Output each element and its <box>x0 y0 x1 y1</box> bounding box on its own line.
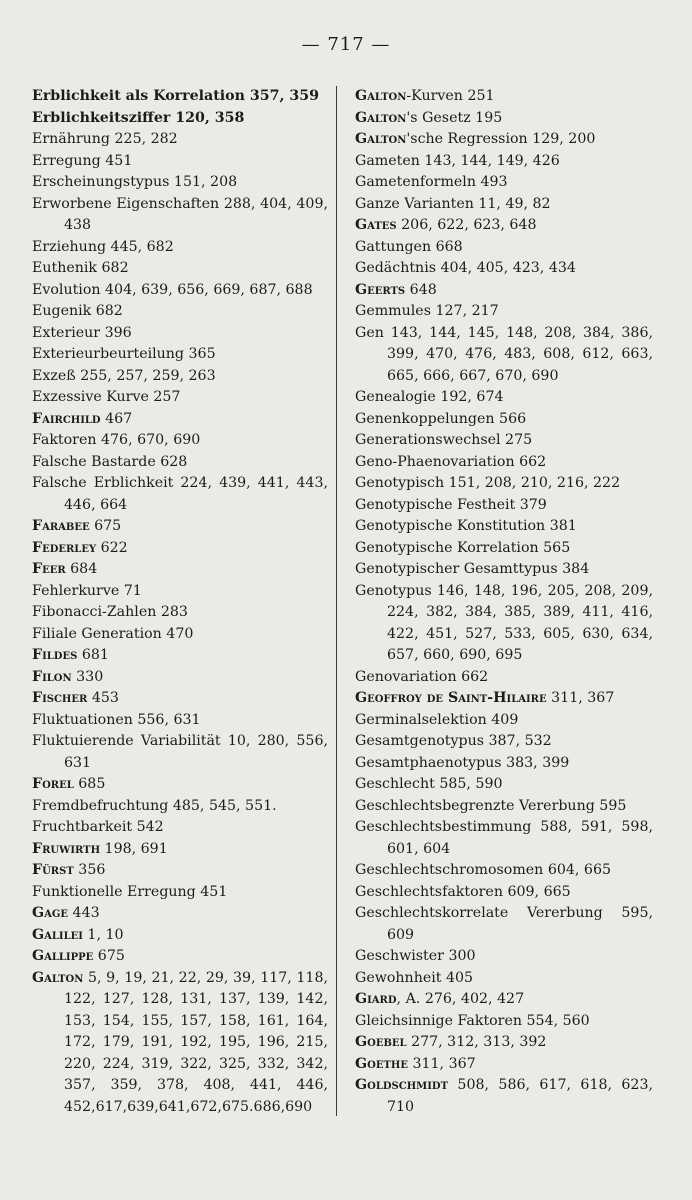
index-entry <box>32 194 328 237</box>
index-entry <box>355 581 653 667</box>
index-entry-text: Funktionelle Erregung 451 <box>32 883 228 900</box>
index-entry-name: Geerts <box>355 281 406 298</box>
index-entry-pages: 198, 691 <box>100 840 168 857</box>
index-entry-text: Geschlechtsfaktoren 609, 665 <box>355 883 571 900</box>
index-entry <box>32 817 328 839</box>
index-entry-name: Gage <box>32 905 69 921</box>
index-entry <box>355 86 653 108</box>
index-entry <box>32 366 328 388</box>
index-entry-text: Exterieur 396 <box>32 324 132 341</box>
index-entry-text: Gesamtgenotypus 387, 532 <box>355 733 552 749</box>
index-entry-text: Erscheinungstypus 151, 208 <box>32 174 238 190</box>
index-entry-name: Gallippe <box>32 948 94 964</box>
index-entry-pages: 681 <box>77 647 109 663</box>
index-entry <box>32 839 328 861</box>
index-entry-name: Galton <box>32 969 84 986</box>
index-entry-name: Goebel <box>355 1034 407 1050</box>
index-entry-text: Gleichsinnige Faktoren 554, 560 <box>355 1012 590 1029</box>
index-entry <box>355 129 653 151</box>
index-entry <box>32 688 328 710</box>
index-entry <box>355 710 653 732</box>
index-entry <box>355 968 653 990</box>
index-entry <box>32 409 328 431</box>
index-entry <box>32 129 328 151</box>
index-entry-text: Genotypisch 151, 208, 210, 216, 222 <box>355 475 621 491</box>
index-entry-text: Geno-Phaenovariation 662 <box>355 453 547 470</box>
index-entry-pages: 311, 367 <box>407 1055 476 1072</box>
index-entry <box>32 624 328 646</box>
index-entry-text: Genotypischer Gesamttypus 384 <box>355 561 590 577</box>
index-entry-pages: 443 <box>68 905 100 921</box>
index-entry-text: Falsche Bastarde 628 <box>32 453 188 470</box>
index-entry-text: Gedächtnis 404, 405, 423, 434 <box>355 260 576 276</box>
index-entry <box>355 860 653 882</box>
index-entry <box>32 645 328 667</box>
index-entry <box>32 452 328 474</box>
index-entry-text: Exzeß 255, 257, 259, 263 <box>32 367 216 384</box>
index-entry-text: Ganze Varianten 11, 49, 82 <box>355 195 551 212</box>
index-entry <box>32 860 328 882</box>
index-entry-pages: 675 <box>93 948 125 964</box>
index-entry-name: Federley <box>32 539 97 556</box>
index-entry-name: Farabee <box>32 518 90 534</box>
index-entry-name: Fürst <box>32 862 74 878</box>
index-entry-text: Fluktuationen 556, 631 <box>32 711 201 728</box>
index-entry-text: Gemmules 127, 217 <box>355 303 499 319</box>
index-entry-pages: 330 <box>71 668 104 685</box>
page-number: — 717 — <box>301 34 391 55</box>
index-entry <box>355 323 653 388</box>
index-entry <box>355 516 653 538</box>
index-entry-text: Filiale Generation 470 <box>32 625 194 642</box>
index-entry-text: Erworbene Eigenschaften 288, 404, 409, 438 <box>32 195 328 233</box>
index-entry <box>32 925 328 947</box>
index-entry-text: Germinalselektion 409 <box>355 711 519 728</box>
index-entry <box>32 602 328 624</box>
index-entry-text: Gewohnheit 405 <box>355 969 474 986</box>
index-entry <box>32 903 328 925</box>
index-entry <box>355 172 653 194</box>
index-entry <box>32 473 328 516</box>
index-entry <box>355 258 653 280</box>
index-entry <box>32 731 328 774</box>
index-entry <box>355 387 653 409</box>
index-entry-text: Generationswechsel 275 <box>355 432 533 448</box>
index-entry <box>355 731 653 753</box>
index-entry-name: Giard <box>355 991 397 1007</box>
index-entry-text: Faktoren 476, 670, 690 <box>32 432 201 448</box>
index-entry-text: Gametenformeln 493 <box>355 174 508 190</box>
index-entry-name: Fildes <box>32 647 78 663</box>
index-entry-text: Fehlerkurve 71 <box>32 582 142 599</box>
index-entry-text: Erregung 451 <box>32 152 133 169</box>
index-entry-pages: 648 <box>405 281 437 298</box>
index-entry <box>355 452 653 474</box>
index-entry-pages: -Kurven 251 <box>406 88 495 104</box>
index-entry-name: Gates <box>355 217 397 233</box>
index-entry-pages: 277, 312, 313, 392 <box>406 1034 547 1050</box>
index-entry-pages: 508, 586, 617, 618, 623, 710 <box>387 1077 653 1115</box>
index-entry <box>32 710 328 732</box>
index-entry-text: Erziehung 445, 682 <box>32 238 174 255</box>
index-entry-name: Forel <box>32 776 74 792</box>
index-entry-text: Gesamtphaenotypus 383, 399 <box>355 754 570 771</box>
index-entry <box>355 430 653 452</box>
index-entry-pages: 5, 9, 19, 21, 22, 29, 39, 117, 118, 122, 127, 128, 131, 137, 139, 142, 153, 154, 155, 157, 158, 161, 164, 172, 179, 191, 192, 195, 196, 215, 220, 224, 319, 322, 325, 332, 342, 357, 359, 378, 408, 441, 446, 452,617,639,641,672,675.686,690 <box>64 969 328 1115</box>
index-entry-text: Genealogie 192, 674 <box>355 389 504 405</box>
index-entry <box>355 667 653 689</box>
index-entry <box>355 280 653 302</box>
index-entry-text: Genotypus 146, 148, 196, 205, 208, 209, 224, 382, 384, 385, 389, 411, 416, 422, 451, 527, 533, 605, 630, 634, 657, 660, 690, 695 <box>355 582 653 663</box>
index-entry <box>32 237 328 259</box>
index-entry <box>32 538 328 560</box>
index-entry-text: Genovariation 662 <box>355 668 489 685</box>
index-entry-text: Geschlechtsbegrenzte Vererbung 595 <box>355 797 627 814</box>
index-entry-pages: 311, 367 <box>546 690 615 706</box>
index-entry <box>355 409 653 431</box>
index-entry-pages: 's Gesetz 195 <box>406 109 503 126</box>
index-entry-text: Genotypische Konstitution 381 <box>355 518 577 534</box>
index-entry <box>355 151 653 173</box>
index-entry-pages: 467 <box>100 410 133 427</box>
index-entry-name: Filon <box>32 668 72 685</box>
index-entry <box>32 86 328 108</box>
index-entry-text: Falsche Erblichkeit 224, 439, 441, 443, 446, 664 <box>32 475 328 513</box>
index-entry-pages: 356 <box>73 862 106 878</box>
index-entry <box>355 753 653 775</box>
index-entry <box>355 194 653 216</box>
index-entry <box>32 172 328 194</box>
index-entry-pages: , A. 276, 402, 427 <box>396 991 525 1007</box>
index-entry-name: Galton <box>355 88 407 104</box>
index-entry <box>355 215 653 237</box>
index-entry-text: Genotypische Festheit 379 <box>355 496 547 513</box>
index-entry <box>355 495 653 517</box>
index-entry <box>355 301 653 323</box>
index-entry <box>32 946 328 968</box>
index-entry-text: Geschlechtschromosomen 604, 665 <box>355 862 611 878</box>
index-entry <box>355 946 653 968</box>
index-entry-name: Geoffroy de Saint-Hilaire <box>355 690 547 706</box>
index-entry <box>32 667 328 689</box>
index-entry-pages: 685 <box>73 776 106 792</box>
index-entry-text: Gen 143, 144, 145, 148, 208, 384, 386, 399, 470, 476, 483, 608, 612, 663, 665, 666, 667, 670, 690 <box>355 324 653 384</box>
index-column-left <box>32 86 328 1118</box>
column-divider <box>336 86 337 1116</box>
index-entry <box>355 989 653 1011</box>
index-entry-pages: 1, 10 <box>82 926 124 943</box>
index-entry <box>355 1054 653 1076</box>
index-entry-text: Gattungen 668 <box>355 238 463 255</box>
index-entry-name: Goldschmidt <box>355 1077 449 1093</box>
index-entry-text: Fruchtbarkeit 542 <box>32 819 164 835</box>
index-entry-text: Erblichkeitsziffer 120, 358 <box>32 109 245 126</box>
index-entry-pages: 206, 622, 623, 648 <box>396 217 537 233</box>
index-entry-text: Geschwister 300 <box>355 948 476 964</box>
index-entry-text: Exzessive Kurve 257 <box>32 389 181 405</box>
index-entry-pages: 453 <box>87 690 119 706</box>
index-entry-pages: 684 <box>65 561 98 577</box>
index-entry-text: Fibonacci-Zahlen 283 <box>32 604 188 620</box>
index-entry-text: Evolution 404, 639, 656, 669, 687, 688 <box>32 281 313 298</box>
index-entry <box>355 817 653 860</box>
index-entry-name: Galton <box>355 131 407 147</box>
index-entry <box>32 882 328 904</box>
index-entry <box>355 108 653 130</box>
index-entry-text: Fremdbefruchtung 485, 545, 551. <box>32 797 277 814</box>
index-entry <box>32 344 328 366</box>
index-entry <box>355 774 653 796</box>
index-entry-text: Genotypische Korrelation 565 <box>355 539 571 556</box>
index-entry-pages: 622 <box>96 539 128 556</box>
index-entry <box>355 796 653 818</box>
index-entry-name: Fruwirth <box>32 840 101 857</box>
index-entry <box>355 882 653 904</box>
index-column-right <box>355 86 653 1118</box>
index-entry-pages: 'sche Regression 129, 200 <box>406 131 596 147</box>
index-entry <box>32 323 328 345</box>
index-entry <box>355 688 653 710</box>
index-entry <box>32 151 328 173</box>
index-entry-name: Fischer <box>32 690 88 706</box>
index-entry <box>355 1032 653 1054</box>
index-entry <box>32 280 328 302</box>
index-entry-name: Feer <box>32 561 66 577</box>
index-entry <box>32 301 328 323</box>
index-entry-text: Eugenik 682 <box>32 303 123 319</box>
index-entry <box>355 1011 653 1033</box>
index-entry <box>355 903 653 946</box>
index-entry-text: Ernährung 225, 282 <box>32 131 178 147</box>
index-entry-text: Euthenik 682 <box>32 260 129 276</box>
index-entry <box>32 796 328 818</box>
index-entry-pages: 675 <box>89 518 122 534</box>
index-entry-name: Galilei <box>32 926 83 943</box>
index-entry <box>355 559 653 581</box>
index-entry-text: Geschlechtskorrelate Vererbung 595, 609 <box>355 905 653 943</box>
index-entry-text: Gameten 143, 144, 149, 426 <box>355 152 560 169</box>
index-entry <box>32 108 328 130</box>
index-entry <box>355 538 653 560</box>
index-entry <box>32 774 328 796</box>
index-entry-text: Geschlechtsbestimmung 588, 591, 598, 601, 604 <box>355 819 653 857</box>
index-entry-text: Genenkoppelungen 566 <box>355 410 527 427</box>
index-entry-name: Fairchild <box>32 410 101 427</box>
index-entry <box>355 237 653 259</box>
index-entry-text: Geschlecht 585, 590 <box>355 776 503 792</box>
index-entry <box>32 430 328 452</box>
index-entry-text: Erblichkeit als Korrelation 357, 359 <box>32 88 319 104</box>
index-entry <box>355 473 653 495</box>
index-entry <box>32 258 328 280</box>
index-entry <box>32 387 328 409</box>
index-entry-text: Exterieurbeurteilung 365 <box>32 346 216 362</box>
index-entry <box>32 516 328 538</box>
index-entry-name: Goethe <box>355 1055 408 1072</box>
index-entry <box>32 581 328 603</box>
index-entry <box>32 559 328 581</box>
index-entry-name: Galton <box>355 109 407 126</box>
index-entry <box>32 968 328 1119</box>
index-entry-text: Fluktuierende Variabilität 10, 280, 556, 631 <box>32 733 328 771</box>
index-entry <box>355 1075 653 1118</box>
